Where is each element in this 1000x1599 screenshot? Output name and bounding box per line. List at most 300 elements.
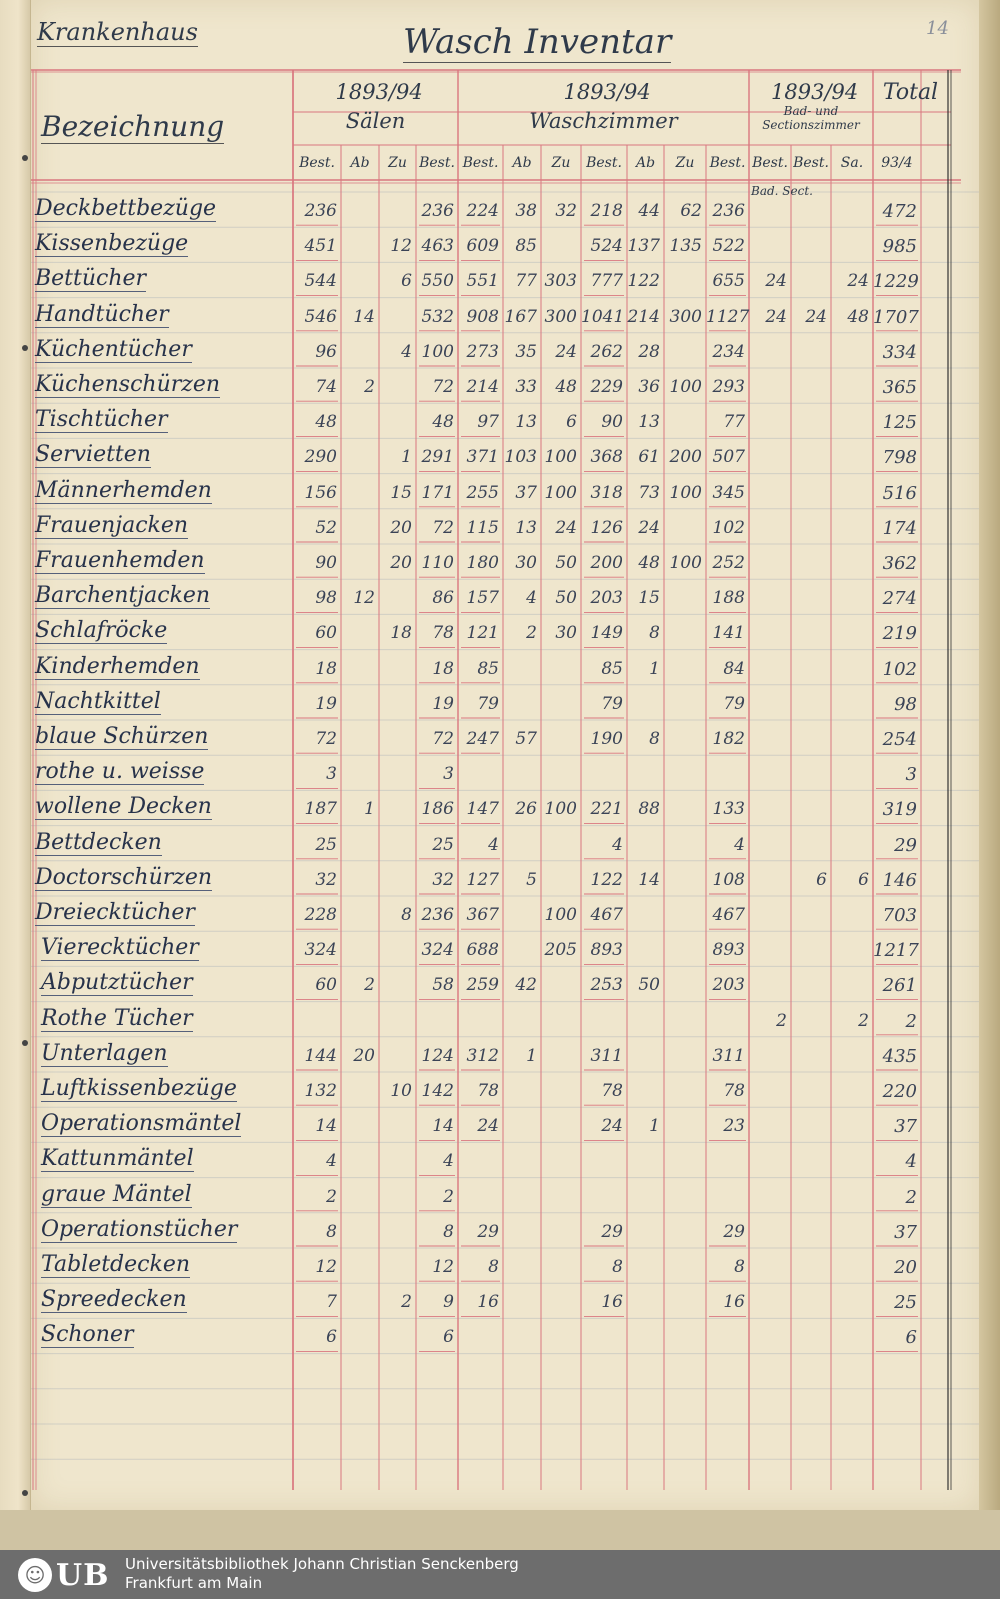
- ledger-grid: [31, 0, 979, 1510]
- group-name: Total: [882, 80, 939, 105]
- table-cell: 24: [805, 306, 827, 327]
- table-cell: 50: [555, 553, 577, 573]
- table-cell: 1: [526, 1045, 537, 1066]
- table-cell: 100: [544, 447, 577, 468]
- table-cell: 48: [847, 306, 869, 327]
- table-cell: 19: [315, 693, 337, 714]
- table-cell: 14: [353, 306, 375, 327]
- table-cell: 156: [304, 482, 337, 503]
- table-cell: 73: [638, 482, 660, 503]
- table-cell: 273: [466, 341, 499, 362]
- table-cell: 190: [590, 729, 623, 749]
- table-cell: 3: [326, 764, 337, 785]
- table-cell: 1229: [873, 271, 919, 293]
- row-label: Kinderhemden: [35, 653, 200, 679]
- row-label: blaue Schürzen: [35, 724, 209, 749]
- table-cell: 8: [488, 1257, 499, 1277]
- table-cell: 311: [590, 1045, 623, 1066]
- table-cell: 205: [544, 940, 577, 961]
- table-cell: 35: [515, 341, 537, 362]
- table-cell: 5: [526, 869, 537, 890]
- table-cell: 371: [466, 447, 499, 468]
- table-cell: 102: [712, 517, 745, 538]
- table-cell: 6: [816, 869, 827, 890]
- column-subheader: Zu: [551, 155, 571, 171]
- table-cell: 2: [905, 1010, 917, 1032]
- table-cell: 57: [515, 729, 537, 749]
- column-subheader: Best.: [793, 155, 829, 171]
- table-cell: 32: [432, 869, 454, 890]
- row-label: Bettücher: [35, 266, 147, 292]
- table-cell: 15: [638, 588, 660, 609]
- table-cell: 6: [326, 1327, 337, 1348]
- table-cell: 703: [882, 905, 917, 926]
- column-subheader: Ab: [350, 155, 370, 171]
- table-cell: 472: [882, 201, 917, 222]
- row-label: Frauenhemden: [35, 548, 205, 573]
- table-cell: 262: [590, 341, 623, 362]
- table-cell: 37: [894, 1116, 917, 1138]
- logo-text: UB: [56, 1557, 110, 1593]
- row-label: Vierecktücher: [41, 935, 199, 961]
- table-cell: 345: [712, 482, 745, 503]
- table-cell: 4: [488, 834, 499, 855]
- table-cell: 60: [315, 623, 337, 644]
- table-cell: 367: [466, 905, 499, 925]
- row-label: Küchenschürzen: [35, 372, 221, 397]
- table-cell: 1: [364, 799, 375, 820]
- table-cell: 4: [612, 834, 623, 855]
- table-cell: 908: [466, 306, 499, 327]
- group-name: Bad- und Sectionszimmer: [762, 104, 860, 132]
- table-cell: 4: [526, 588, 537, 609]
- table-cell: 86: [432, 588, 454, 609]
- table-cell: 18: [315, 658, 337, 679]
- table-cell: 144: [304, 1045, 337, 1066]
- table-cell: 1041: [581, 306, 625, 327]
- table-cell: 253: [590, 975, 623, 996]
- table-cell: 12: [353, 588, 375, 609]
- table-cell: 98: [894, 693, 917, 715]
- footer-line-1: Universitätsbibliothek Johann Christian Senckenberg: [125, 1555, 519, 1573]
- table-cell: 29: [723, 1221, 745, 1242]
- table-cell: 463: [421, 236, 454, 257]
- table-cell: 224: [466, 201, 499, 221]
- table-cell: 893: [590, 940, 623, 961]
- table-cell: 319: [882, 799, 917, 821]
- table-cell: 9: [443, 1292, 454, 1313]
- table-cell: 252: [712, 553, 745, 573]
- table-cell: 29: [477, 1221, 499, 1242]
- table-cell: 28: [638, 341, 660, 362]
- table-cell: 110: [421, 553, 454, 573]
- table-cell: 100: [544, 905, 577, 925]
- row-label: Schoner: [41, 1322, 134, 1348]
- row-label: wollene Decken: [35, 794, 212, 820]
- table-cell: 133: [712, 799, 745, 820]
- table-cell: 100: [544, 482, 577, 503]
- table-cell: 318: [590, 482, 623, 503]
- column-subheader: Sa.: [840, 155, 864, 171]
- table-cell: 229: [590, 377, 623, 397]
- table-cell: 1127: [706, 306, 750, 327]
- table-cell: 48: [638, 553, 660, 573]
- table-cell: 236: [421, 201, 454, 221]
- row-label: Kattunmäntel: [41, 1146, 194, 1172]
- table-cell: 100: [421, 341, 454, 362]
- table-cell: 20: [894, 1257, 917, 1278]
- table-cell: 12: [315, 1257, 337, 1277]
- row-label: Schlafröcke: [35, 618, 168, 644]
- table-cell: 13: [515, 412, 537, 433]
- row-label: Handtücher: [35, 301, 169, 327]
- table-cell: 72: [432, 729, 454, 749]
- table-cell: 2: [858, 1010, 869, 1031]
- table-cell: 532: [421, 306, 454, 327]
- table-cell: 25: [432, 834, 454, 855]
- table-cell: 551: [466, 271, 499, 292]
- table-cell: 142: [421, 1081, 454, 1101]
- table-cell: 2: [364, 975, 375, 996]
- table-cell: 546: [304, 306, 337, 327]
- table-cell: 688: [466, 940, 499, 961]
- table-cell: 24: [765, 306, 787, 327]
- row-label: Operationstücher: [41, 1216, 238, 1242]
- page-title: Wasch Inventar: [403, 22, 672, 62]
- table-cell: 174: [882, 517, 917, 539]
- table-cell: 214: [627, 306, 660, 327]
- table-cell: 2: [401, 1292, 412, 1313]
- table-cell: 203: [590, 588, 623, 609]
- table-cell: 29: [894, 834, 917, 856]
- page-edge: [979, 0, 1000, 1520]
- table-cell: 33: [515, 377, 537, 397]
- table-cell: 79: [723, 693, 745, 714]
- row-label: Dreiecktücher: [35, 900, 195, 925]
- table-cell: 186: [421, 799, 454, 820]
- table-cell: 102: [882, 658, 917, 680]
- table-cell: 609: [466, 236, 499, 257]
- table-cell: 74: [315, 377, 337, 397]
- table-cell: 254: [882, 729, 917, 750]
- table-cell: 200: [669, 447, 702, 468]
- table-cell: 24: [555, 517, 577, 538]
- table-cell: 798: [882, 447, 917, 469]
- table-cell: 77: [723, 412, 745, 433]
- table-cell: 368: [590, 447, 623, 468]
- group-name: Sälen: [345, 109, 406, 133]
- column-subheader: Best.: [709, 155, 746, 171]
- table-cell: 4: [905, 1151, 917, 1173]
- table-cell: 122: [590, 869, 623, 890]
- row-label: Unterlagen: [41, 1040, 168, 1066]
- table-cell: 16: [723, 1292, 745, 1313]
- table-cell: 16: [601, 1292, 623, 1313]
- table-cell: 6: [566, 412, 577, 433]
- table-cell: 247: [466, 729, 499, 749]
- table-cell: 16: [477, 1292, 499, 1313]
- table-cell: 234: [712, 341, 745, 362]
- table-cell: 78: [432, 623, 454, 644]
- row-label: rothe u. weisse: [35, 759, 205, 785]
- table-cell: 72: [315, 729, 337, 749]
- table-cell: 85: [477, 658, 499, 679]
- table-cell: 12: [432, 1257, 454, 1277]
- table-cell: 96: [315, 341, 337, 362]
- row-label: graue Mäntel: [41, 1181, 192, 1207]
- table-cell: 236: [421, 905, 454, 925]
- table-cell: 188: [712, 588, 745, 609]
- row-label: Luftkissenbezüge: [41, 1076, 237, 1101]
- table-cell: 12: [390, 236, 412, 257]
- table-cell: 44: [638, 201, 660, 221]
- table-cell: 147: [466, 799, 499, 820]
- table-cell: 187: [304, 799, 337, 820]
- table-cell: 50: [555, 588, 577, 609]
- table-cell: 8: [734, 1257, 745, 1277]
- table-cell: 8: [443, 1221, 454, 1242]
- table-cell: 25: [894, 1292, 917, 1314]
- table-cell: 180: [466, 553, 499, 573]
- table-cell: 100: [669, 482, 702, 503]
- table-cell: 62: [680, 201, 702, 221]
- table-cell: 24: [638, 517, 660, 538]
- table-cell: 8: [401, 905, 412, 925]
- table-cell: 149: [590, 623, 623, 644]
- table-cell: 52: [315, 517, 337, 538]
- table-cell: 8: [649, 729, 660, 749]
- table-cell: 255: [466, 482, 499, 503]
- table-cell: 58: [432, 975, 454, 996]
- table-cell: 79: [601, 693, 623, 714]
- row-label: Kissenbezüge: [35, 231, 189, 257]
- table-cell: 127: [466, 869, 499, 890]
- table-cell: 48: [555, 377, 577, 397]
- table-cell: 60: [315, 975, 337, 996]
- table-cell: 48: [315, 412, 337, 433]
- table-cell: 25: [315, 834, 337, 855]
- book-spine: [0, 0, 31, 1510]
- row-label: Männerhemden: [35, 477, 212, 503]
- group-name: Waschzimmer: [529, 109, 678, 133]
- column-subheader: Best.: [752, 155, 788, 171]
- table-cell: 259: [466, 975, 499, 996]
- table-cell: 19: [432, 693, 454, 714]
- table-cell: 550: [421, 271, 454, 292]
- row-label: Barchentjacken: [35, 583, 211, 609]
- table-cell: 6: [905, 1327, 917, 1349]
- table-cell: 167: [504, 306, 537, 327]
- column-subheader: Best.: [586, 155, 622, 171]
- table-cell: 182: [712, 729, 745, 749]
- table-cell: 29: [601, 1221, 623, 1242]
- table-cell: 324: [304, 940, 337, 961]
- table-cell: 78: [601, 1081, 623, 1101]
- table-cell: 23: [723, 1116, 745, 1137]
- table-cell: 303: [544, 271, 577, 292]
- row-label: Deckbettbezüge: [35, 196, 217, 221]
- table-cell: 4: [443, 1151, 454, 1172]
- table-cell: 42: [515, 975, 537, 996]
- table-cell: 300: [544, 306, 577, 327]
- table-cell: 78: [477, 1081, 499, 1101]
- table-cell: 84: [723, 658, 745, 679]
- table-cell: 20: [390, 553, 412, 573]
- table-cell: 2: [526, 623, 537, 644]
- table-cell: 985: [882, 236, 917, 258]
- table-cell: 14: [638, 869, 660, 890]
- table-cell: 1217: [873, 940, 919, 962]
- table-cell: 516: [882, 482, 917, 504]
- table-cell: 15: [390, 482, 412, 503]
- row-label: Spreedecken: [41, 1287, 187, 1313]
- table-cell: 115: [466, 517, 499, 538]
- table-cell: 8: [612, 1257, 623, 1277]
- table-cell: 103: [504, 447, 537, 468]
- table-cell: 2: [776, 1010, 787, 1031]
- page-number: 14: [926, 18, 949, 39]
- library-logo: [18, 1556, 114, 1594]
- group-year: 1893/94: [335, 80, 423, 104]
- table-cell: 8: [326, 1221, 337, 1242]
- table-cell: 2: [364, 377, 375, 397]
- table-cell: 18: [390, 623, 412, 644]
- table-cell: 79: [477, 693, 499, 714]
- table-cell: 78: [723, 1081, 745, 1101]
- column-subheader: Best.: [462, 155, 499, 171]
- table-cell: 334: [882, 341, 917, 363]
- column-subheader: Best.: [299, 155, 335, 171]
- table-cell: 124: [421, 1045, 454, 1066]
- row-label: Doctorschürzen: [35, 864, 213, 890]
- table-cell: 4: [326, 1151, 337, 1172]
- table-cell: 777: [590, 271, 623, 292]
- table-cell: 72: [432, 377, 454, 397]
- table-cell: 14: [432, 1116, 454, 1137]
- table-cell: 137: [627, 236, 660, 257]
- table-cell: 10: [390, 1081, 412, 1101]
- table-cell: 13: [638, 412, 660, 433]
- table-cell: 32: [555, 201, 577, 221]
- table-cell: 293: [712, 377, 745, 397]
- table-cell: 219: [882, 623, 917, 645]
- row-label: Bettdecken: [35, 829, 162, 855]
- table-cell: 146: [882, 869, 917, 891]
- table-cell: 88: [638, 799, 660, 820]
- table-cell: 37: [515, 482, 537, 503]
- table-cell: 126: [590, 517, 623, 538]
- column-subheader: Zu: [675, 155, 695, 171]
- column-subheader: 93/4: [881, 155, 913, 171]
- table-cell: 32: [315, 869, 337, 890]
- table-cell: 121: [466, 623, 499, 644]
- table-cell: 26: [515, 799, 537, 820]
- table-cell: 24: [847, 271, 869, 292]
- bad-sect-note: Bad. Sect.: [751, 184, 813, 198]
- table-cell: 2: [326, 1186, 337, 1207]
- table-cell: 300: [669, 306, 702, 327]
- table-cell: 4: [734, 834, 745, 855]
- table-cell: 7: [326, 1292, 337, 1313]
- table-cell: 6: [858, 869, 869, 890]
- table-cell: 507: [712, 447, 745, 468]
- row-label: Tabletdecken: [41, 1252, 191, 1277]
- table-cell: 312: [466, 1045, 499, 1066]
- table-cell: 85: [515, 236, 537, 257]
- group-year: 1893/94: [563, 80, 651, 104]
- label-column-header: Bezeichnung: [41, 110, 225, 143]
- table-cell: 61: [638, 447, 660, 468]
- table-cell: 274: [882, 588, 917, 610]
- table-cell: 2: [443, 1186, 454, 1207]
- table-cell: 48: [432, 412, 454, 433]
- table-cell: 50: [638, 975, 660, 996]
- group-year: 1893/94: [771, 80, 859, 104]
- table-cell: 3: [443, 764, 454, 785]
- table-cell: 171: [421, 482, 454, 503]
- table-cell: 85: [601, 658, 623, 679]
- table-cell: 261: [882, 975, 917, 997]
- table-cell: 220: [882, 1081, 917, 1102]
- table-cell: 2: [905, 1186, 917, 1208]
- row-label: Servietten: [35, 442, 151, 468]
- table-cell: 1: [649, 1116, 660, 1137]
- table-cell: 157: [466, 588, 499, 609]
- table-cell: 524: [590, 236, 623, 257]
- table-cell: 467: [712, 905, 745, 925]
- table-cell: 1707: [873, 306, 919, 328]
- table-cell: 30: [515, 553, 537, 573]
- table-cell: 20: [390, 517, 412, 538]
- table-cell: 18: [432, 658, 454, 679]
- page-bottom-shadow: [0, 1510, 1000, 1550]
- column-subheader: Zu: [388, 155, 407, 171]
- table-cell: 122: [627, 271, 660, 292]
- table-cell: 30: [555, 623, 577, 644]
- table-cell: 141: [712, 623, 745, 644]
- table-cell: 24: [765, 271, 787, 292]
- column-subheader: Ab: [512, 155, 532, 171]
- table-cell: 228: [304, 905, 337, 925]
- table-cell: 132: [304, 1081, 337, 1101]
- table-cell: 214: [466, 377, 499, 397]
- row-label: Operationsmäntel: [41, 1111, 242, 1137]
- table-cell: 24: [601, 1116, 623, 1137]
- table-cell: 435: [882, 1045, 917, 1067]
- table-cell: 655: [712, 271, 745, 292]
- table-cell: 203: [712, 975, 745, 996]
- table-cell: 100: [669, 553, 702, 573]
- table-cell: 98: [315, 588, 337, 609]
- table-cell: 362: [882, 553, 917, 574]
- table-cell: 6: [401, 271, 412, 292]
- table-cell: 4: [401, 341, 412, 362]
- table-cell: 125: [882, 412, 917, 434]
- table-cell: 324: [421, 940, 454, 961]
- table-cell: 291: [421, 447, 454, 468]
- table-cell: 290: [304, 447, 337, 468]
- table-cell: 1: [401, 447, 412, 468]
- table-cell: 100: [544, 799, 577, 820]
- table-cell: 451: [304, 236, 337, 257]
- table-cell: 8: [649, 623, 660, 644]
- table-cell: 38: [515, 201, 537, 221]
- table-cell: 236: [304, 201, 337, 221]
- table-cell: 311: [712, 1045, 745, 1066]
- table-cell: 90: [601, 412, 623, 433]
- row-label: Tischtücher: [35, 407, 168, 433]
- table-cell: 77: [515, 271, 537, 292]
